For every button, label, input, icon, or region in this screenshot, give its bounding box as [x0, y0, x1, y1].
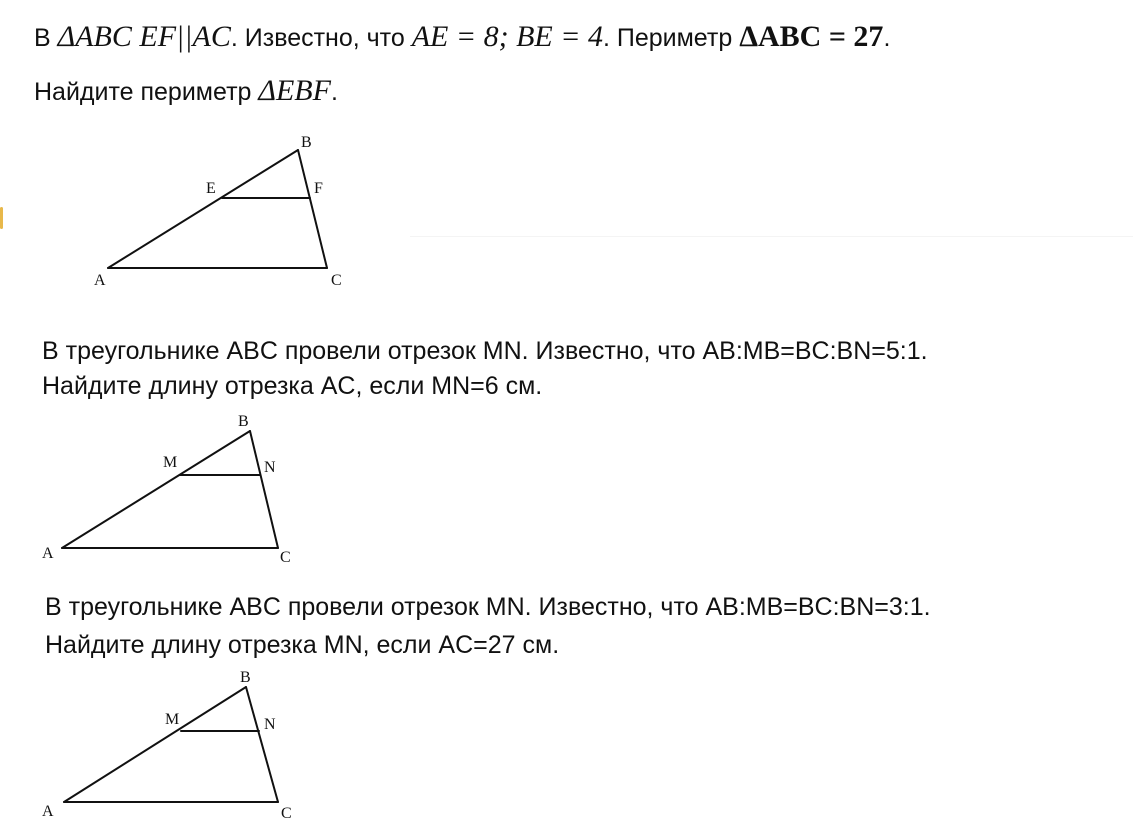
p1-question-text: Найдите периметр — [34, 78, 259, 106]
p1-math-parallel: ΔABC EF||AC — [57, 20, 231, 53]
p1-text-known: . Известно, что — [230, 24, 412, 52]
figure-triangle-3 — [0, 665, 320, 831]
side-bc — [246, 687, 278, 802]
problem3-statement-line2: Найдите длину отрезка MN, если AC=27 см. — [45, 631, 560, 659]
p1-math-triangle-ebf: ΔEBF — [258, 74, 331, 107]
label-a: A — [42, 803, 54, 820]
side-bc — [298, 150, 327, 268]
label-c: C — [280, 549, 291, 566]
label-c: C — [331, 272, 342, 289]
label-n: N — [264, 459, 276, 476]
divider — [410, 236, 1133, 237]
label-f: F — [314, 180, 323, 197]
label-b: B — [238, 413, 249, 430]
figure-triangle-1 — [0, 130, 420, 295]
p1-question-period: . — [330, 78, 338, 106]
p1-math-perimeter-value: ΔABC = 27 — [739, 20, 884, 53]
p1-text-perimeter: . Периметр — [602, 24, 740, 52]
problem2-statement-line2: Найдите длину отрезка AC, если MN=6 см. — [42, 372, 543, 400]
problem2-statement-line1: В треугольнике ABC провели отрезок MN. Известно, что AB:MB=BC:BN=5:1. — [42, 337, 928, 365]
label-m: M — [165, 711, 180, 728]
label-a: A — [42, 545, 54, 562]
p1-math-lengths: AE = 8; BE = 4 — [411, 20, 603, 53]
problem1-statement-line2 — [34, 76, 338, 107]
problem1-statement-line1 — [34, 22, 890, 53]
label-b: B — [240, 669, 251, 686]
label-a: A — [94, 272, 106, 289]
p1-text-prefix: В — [34, 24, 58, 52]
side-bc — [250, 431, 278, 548]
figure-triangle-2 — [0, 405, 320, 570]
problem3-statement-line1: В треугольнике ABC провели отрезок MN. Известно, что AB:MB=BC:BN=3:1. — [45, 593, 931, 621]
label-e: E — [206, 180, 216, 197]
side-ab — [64, 687, 246, 802]
label-b: B — [301, 134, 312, 151]
p1-text-period: . — [883, 24, 891, 52]
label-m: M — [163, 454, 178, 471]
label-n: N — [264, 716, 276, 733]
label-c: C — [281, 805, 292, 822]
side-ab — [62, 431, 250, 548]
side-ab — [108, 150, 298, 268]
